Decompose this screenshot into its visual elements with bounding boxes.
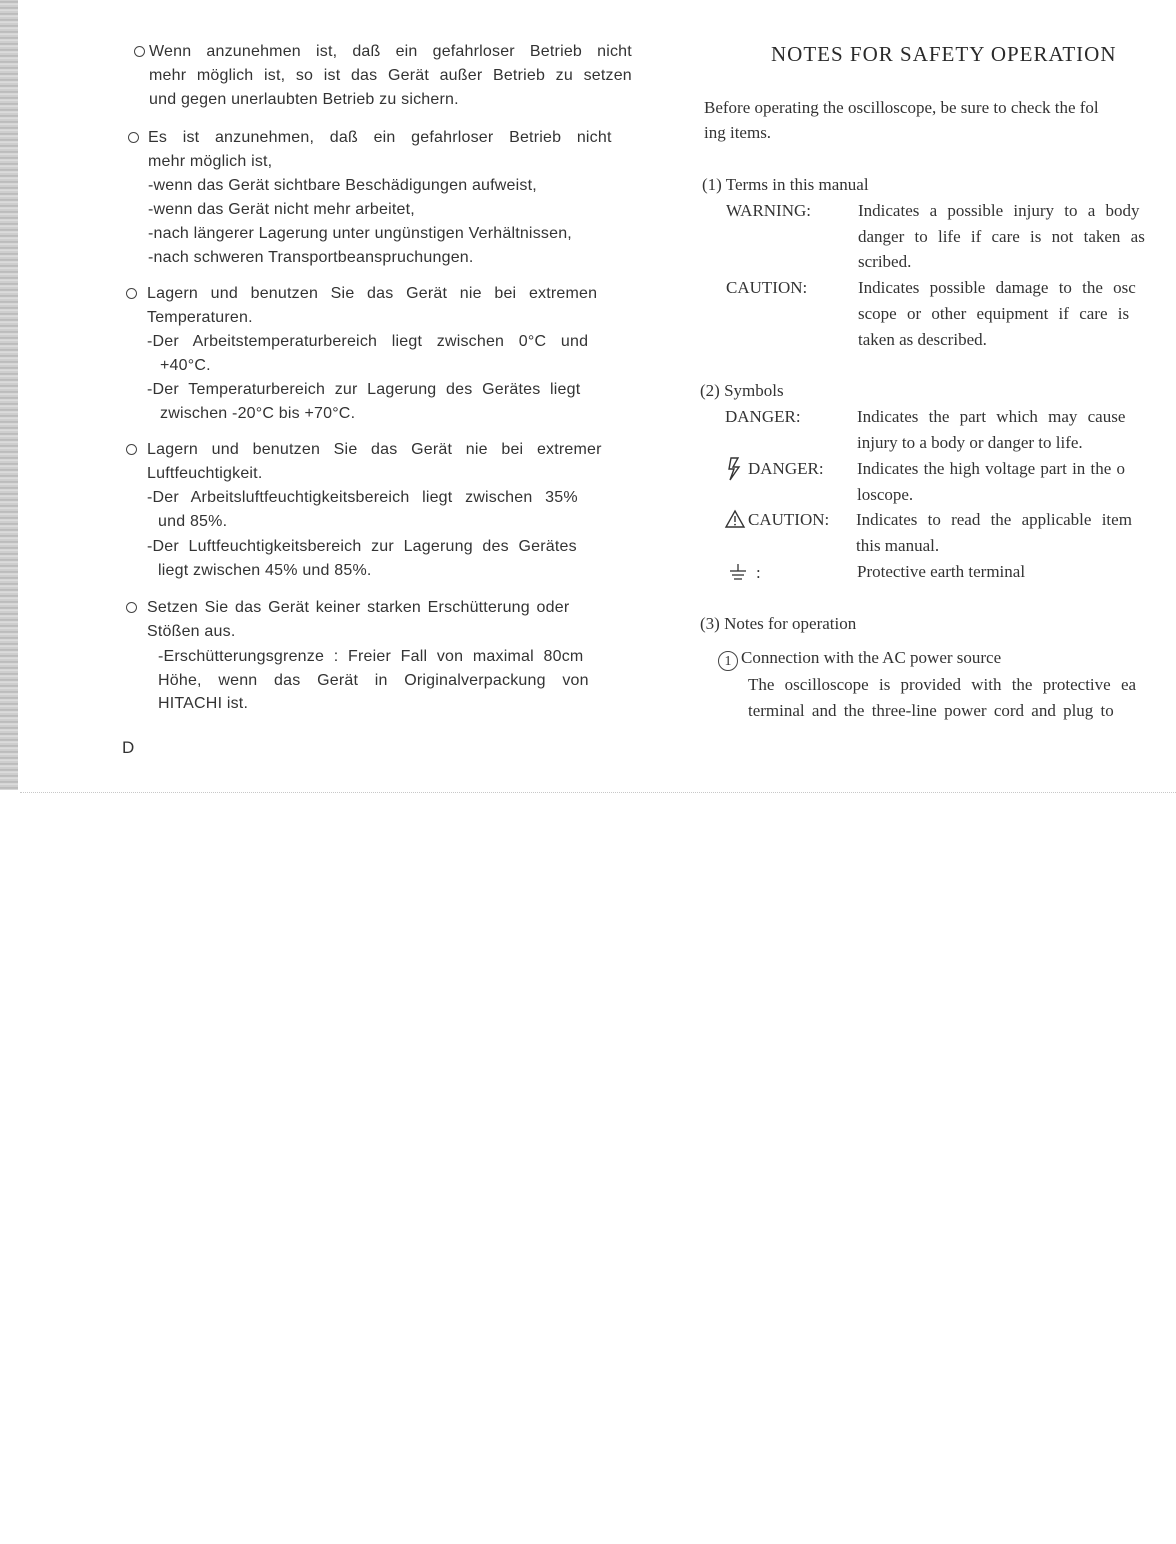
german-item-4-sub-4: liegt zwischen 45% und 85%.: [158, 562, 372, 579]
german-item-3-sub-2: +40°C.: [160, 357, 211, 374]
term-caution-label: CAUTION:: [726, 278, 808, 297]
page-fold-line: [20, 792, 1176, 793]
operation-item-1-title-row: [718, 647, 1001, 671]
bullet-circle-icon: [126, 444, 137, 455]
german-item-4-line-1: Lagern und benutzen Sie das Gerät nie bei extremer: [147, 441, 602, 458]
german-item-3-sub-1: -Der Arbeitstemperaturbereich liegt zwischen 0°C und: [147, 333, 589, 350]
german-item-1-line-3: und gegen unerlaubten Betrieb zu sichern.: [149, 91, 459, 108]
symbol-caution-label: CAUTION:: [748, 510, 830, 529]
symbol-high-voltage-label: DANGER:: [748, 459, 824, 478]
term-warning-line-1: Indicates a possible injury to a body: [858, 201, 1140, 220]
term-warning-line-2: danger to life if care is not taken as: [858, 227, 1145, 246]
binding-edge-shadow: [0, 0, 18, 790]
symbol-earth-label: :: [756, 563, 761, 582]
symbol-high-voltage-line-2: loscope.: [857, 485, 914, 504]
german-item-5-sub-2: Höhe, wenn das Gerät in Originalverpackung von: [158, 672, 589, 689]
german-item-3-line-2: Temperaturen.: [147, 309, 253, 326]
operation-item-1-line-2: terminal and the three-line power cord and plug to: [748, 701, 1114, 720]
bullet-circle-icon: [128, 132, 139, 143]
german-item-2-line-1: Es ist anzunehmen, daß ein gefahrloser Betrieb nicht: [148, 129, 612, 146]
german-item-3-sub-3: -Der Temperaturbereich zur Lagerung des Gerätes liegt: [147, 381, 581, 398]
german-item-4-sub-3: -Der Luftfeuchtigkeitsbereich zur Lagerung des Gerätes: [147, 538, 577, 555]
bullet-circle-icon: [126, 288, 137, 299]
german-item-4-sub-1: -Der Arbeitsluftfeuchtigkeitsbereich liegt zwischen 35%: [147, 489, 578, 506]
german-item-5-line-1: Setzen Sie das Gerät keiner starken Erschütterung oder: [147, 599, 570, 616]
german-item-4-sub-2: und 85%.: [158, 513, 228, 530]
german-item-1-line-1: Wenn anzunehmen ist, daß ein gefahrloser Betrieb nicht: [149, 43, 632, 60]
german-item-2-sub-2: -wenn das Gerät nicht mehr arbeitet,: [148, 201, 415, 218]
page-title: NOTES FOR SAFETY OPERATION: [771, 42, 1117, 66]
bullet-circle-icon: [134, 46, 145, 57]
german-item-3-sub-4: zwischen -20°C bis +70°C.: [160, 405, 356, 422]
symbol-high-voltage-line-1: Indicates the high voltage part in the o: [857, 459, 1126, 478]
german-item-5-sub-1: -Erschütterungsgrenze : Freier Fall von maximal 80cm: [158, 648, 584, 665]
symbol-danger-label: DANGER:: [725, 407, 801, 426]
term-caution-line-3: taken as described.: [858, 330, 987, 349]
term-warning-line-3: scribed.: [858, 252, 912, 271]
operation-item-1-title: Connection with the AC power source: [741, 648, 1002, 667]
symbol-danger-line-2: injury to a body or danger to life.: [857, 433, 1083, 452]
symbol-danger-line-1: Indicates the part which may cause: [857, 407, 1126, 426]
german-item-2-sub-3: -nach längerer Lagerung unter ungünstigen Verhältnissen,: [148, 225, 572, 242]
bullet-circle-icon: [126, 602, 137, 613]
intro-line-2: ing items.: [704, 123, 772, 142]
intro-line-1: Before operating the oscilloscope, be sure to check the fol: [704, 98, 1099, 117]
section-2-heading: (2) Symbols: [700, 381, 784, 400]
term-caution-line-1: Indicates possible damage to the osc: [858, 278, 1136, 297]
page-letter: D: [122, 738, 135, 757]
term-caution-line-2: scope or other equipment if care is: [858, 304, 1130, 323]
section-1-heading: (1) Terms in this manual: [702, 175, 869, 194]
symbol-earth-line-1: Protective earth terminal: [857, 562, 1026, 581]
german-item-5-line-2: Stößen aus.: [147, 623, 236, 640]
german-item-1-line-2: mehr möglich ist, so ist das Gerät außer Betrieb zu setzen: [149, 67, 632, 84]
operation-item-1-line-1: The oscilloscope is provided with the protective ea: [748, 675, 1137, 694]
german-item-4-line-2: Luftfeuchtigkeit.: [147, 465, 263, 482]
german-item-3-line-1: Lagern und benutzen Sie das Gerät nie bei extremen: [147, 285, 598, 302]
high-voltage-icon: [727, 456, 743, 482]
warning-triangle-icon: [724, 509, 746, 529]
symbol-caution-line-1: Indicates to read the applicable item: [856, 510, 1132, 529]
german-item-2-line-2: mehr möglich ist,: [148, 153, 273, 170]
circled-number-icon: 1: [718, 651, 738, 671]
section-3-heading: (3) Notes for operation: [700, 614, 857, 633]
german-item-2-sub-4: -nach schweren Transportbeanspruchungen.: [148, 249, 474, 266]
earth-ground-icon: [727, 563, 749, 583]
german-item-5-sub-3: HITACHI ist.: [158, 695, 249, 712]
german-item-2-sub-1: -wenn das Gerät sichtbare Beschädigungen aufweist,: [148, 177, 537, 194]
symbol-caution-line-2: this manual.: [856, 536, 940, 555]
term-warning-label: WARNING:: [726, 201, 811, 220]
